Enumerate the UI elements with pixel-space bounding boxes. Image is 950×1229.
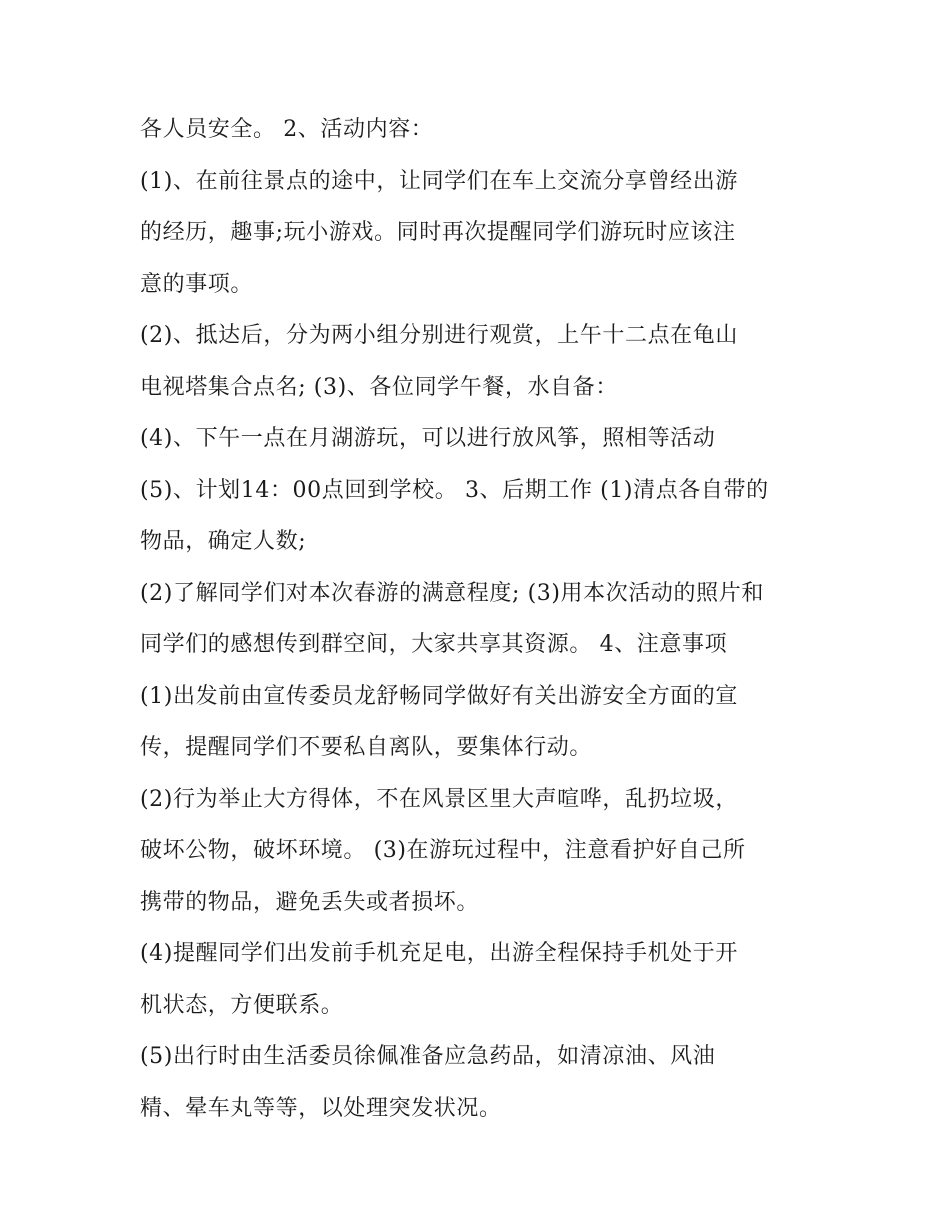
text-line: 机状态，方便联系。 xyxy=(140,992,344,1018)
text-line: 携带的物品，避免丢失或者损坏。 xyxy=(140,889,480,915)
text-line: 意的事项。 xyxy=(140,271,254,297)
text-line: (4)提醒同学们出发前手机充足电，出游全程保持手机处于开 xyxy=(140,941,738,966)
text-line: (1)、在前往景点的途中，让同学们在车上交流分享曾经出游 xyxy=(140,168,738,194)
text-line: 精、晕车丸等等，以处理突发状况。 xyxy=(140,1095,502,1121)
text-line: (2)、抵达后，分为两小组分别进行观赏，上午十二点在龟山 xyxy=(140,323,738,348)
text-line: (2)了解同学们对本次春游的满意程度; (3)用本次活动的照片和 xyxy=(140,580,764,606)
text-line: 电视塔集合点名; (3)、各位同学午餐，水自备： xyxy=(140,374,618,400)
text-line: (1)出发前由宣传委员龙舒畅同学做好有关出游安全方面的宣 xyxy=(140,683,738,709)
text-line: (2)行为举止大方得体，不在风景区里大声喧哗，乱扔垃圾， xyxy=(140,786,738,812)
text-line: 各人员安全。 2、活动内容： xyxy=(140,117,434,142)
text-line: (5)出行时由生活委员徐佩准备应急药品，如清凉油、风油 xyxy=(140,1044,716,1069)
text-line: (4)、下午一点在月湖游玩，可以进行放风筝，照相等活动 xyxy=(140,426,716,451)
text-line: 的经历，趣事;玩小游戏。同时再次提醒同学们游玩时应该注 xyxy=(140,220,736,245)
text-line: 物品，确定人数; xyxy=(140,529,307,554)
body-text xyxy=(140,108,830,1138)
text-line: 同学们的感想传到群空间，大家共享其资源。 4、注意事项 xyxy=(140,632,728,657)
text-line: (5)、计划14：00点回到学校。 3、后期工作 (1)清点各自带的 xyxy=(140,477,769,503)
text-line: 传，提醒同学们不要私自离队，要集体行动。 xyxy=(140,735,593,760)
text-line: 破坏公物，破坏环境。 (3)在游玩过程中，注意看护好自己所 xyxy=(140,838,746,863)
